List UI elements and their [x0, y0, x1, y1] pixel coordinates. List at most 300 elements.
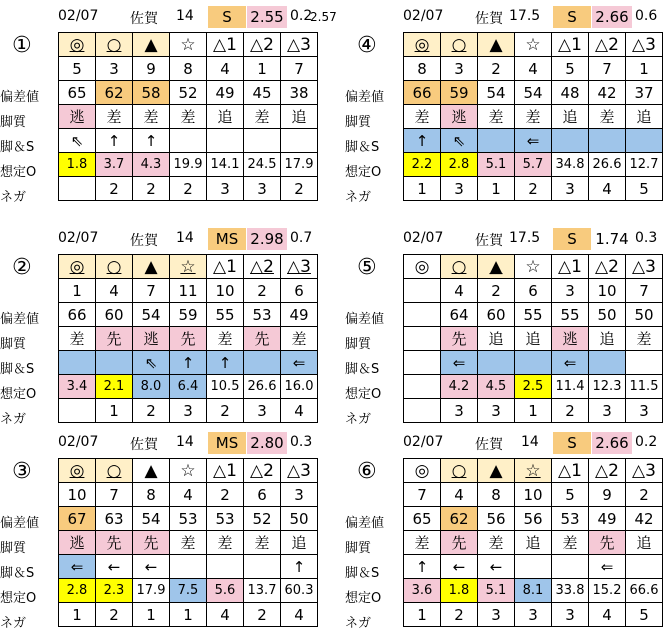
- expected-odds-cell: [478, 375, 515, 399]
- expected-odds-cell-text: 33.8: [555, 583, 585, 598]
- horse-row: [59, 57, 318, 81]
- running-style-cell-text: 先: [451, 534, 467, 552]
- mark-cell: [59, 33, 96, 57]
- row-label: 想定O: [345, 165, 382, 180]
- running-style-cell-text: 差: [217, 330, 233, 348]
- expected-odds-cell: [441, 375, 478, 399]
- expected-odds-cell-text: 8.1: [522, 583, 544, 598]
- legs-arrow-cell-text: ←: [144, 557, 158, 576]
- deviation-cell-text: 50: [289, 509, 309, 528]
- mark-cell: [59, 255, 96, 279]
- legs-arrow-cell: [404, 129, 441, 153]
- expected-odds-cell: [281, 579, 318, 603]
- mark-cell: [133, 255, 170, 279]
- race-distance: 17.5: [509, 230, 541, 246]
- deviation-row: [59, 81, 318, 105]
- horse-number-cell: 7: [589, 57, 626, 81]
- mark-cell-text: △1: [213, 34, 237, 55]
- mark-cell-text: ◎: [69, 460, 85, 481]
- deviation-cell-text: 52: [252, 509, 272, 528]
- expected-odds-cell: [589, 153, 626, 177]
- expected-odds-cell-text: 1.8: [66, 157, 88, 172]
- legs-arrow-cell: [244, 129, 281, 153]
- index-value: 2.66: [592, 432, 632, 454]
- nega-cell: [59, 177, 96, 201]
- nega-cell: 1: [404, 177, 441, 201]
- mark-cell: [441, 255, 478, 279]
- running-style-cell-text: 逃: [562, 330, 578, 348]
- expected-odds-cell: [59, 579, 96, 603]
- expected-odds-cell-text: 13.7: [247, 583, 277, 598]
- race-number: ①: [12, 33, 32, 58]
- nega-cell: 3: [441, 177, 478, 201]
- expected-odds-cell: [515, 375, 552, 399]
- nega-cell: 2: [552, 399, 589, 423]
- running-style-cell: [552, 105, 589, 129]
- mark-cell-text: △1: [558, 460, 582, 481]
- running-style-cell-text: 追: [525, 330, 541, 348]
- deviation-cell-text: 54: [141, 305, 161, 324]
- mark-cell-text: △3: [632, 256, 656, 277]
- mark-cell-text: ○: [451, 34, 467, 55]
- expected-odds-cell-text: 2.1: [103, 379, 125, 394]
- running-style-cell: [626, 105, 663, 129]
- deviation-cell: [244, 303, 281, 327]
- running-style-cell: [404, 531, 441, 555]
- venue-name: 佐賀: [130, 437, 158, 453]
- style-row: [404, 105, 663, 129]
- legs-arrow-cell: [133, 129, 170, 153]
- race-date: 02/07: [403, 434, 444, 450]
- legs-row: [404, 555, 663, 579]
- spread-value: 0.6: [635, 8, 658, 24]
- mark-cell-text: ▲: [489, 256, 503, 277]
- nega-row: [404, 399, 663, 423]
- pick-table: [58, 458, 318, 627]
- deviation-cell: [133, 303, 170, 327]
- running-style-cell-text: 差: [488, 534, 504, 552]
- mark-cell-text: △2: [595, 34, 619, 55]
- deviation-cell-text: 53: [215, 509, 235, 528]
- mark-cell: [589, 459, 626, 483]
- legs-arrow-cell: [441, 555, 478, 579]
- legs-arrow-cell-text: ⇐: [563, 353, 577, 372]
- expected-odds-cell: [244, 375, 281, 399]
- deviation-cell-text: 56: [523, 509, 543, 528]
- nega-cell: 2: [96, 603, 133, 627]
- expected-odds-cell-text: 4.3: [140, 157, 162, 172]
- mark-cell-text: ▲: [144, 460, 158, 481]
- mark-row: [59, 459, 318, 483]
- row-label: 脚質: [345, 337, 372, 352]
- legs-arrow-cell: [133, 351, 170, 375]
- running-style-cell: [478, 105, 515, 129]
- running-style-cell: [96, 531, 133, 555]
- expected-odds-cell-text: 5.6: [214, 583, 236, 598]
- deviation-cell: [207, 507, 244, 531]
- running-style-cell: [478, 531, 515, 555]
- deviation-cell: [133, 81, 170, 105]
- mark-cell-text: △1: [558, 34, 582, 55]
- pick-table: [58, 254, 318, 423]
- expected-odds-cell-text: 4.2: [448, 379, 470, 394]
- running-style-cell: [626, 327, 663, 351]
- mark-cell: [96, 255, 133, 279]
- horse-number-cell: 4: [515, 57, 552, 81]
- expected-odds-cell-text: 16.0: [284, 379, 314, 394]
- legs-arrow-cell: [59, 555, 96, 579]
- deviation-cell-text: 53: [178, 509, 198, 528]
- deviation-cell: [552, 81, 589, 105]
- mark-cell-text: ▲: [489, 460, 503, 481]
- expected-odds-cell: [626, 375, 663, 399]
- mark-row: [59, 33, 318, 57]
- mark-cell: [626, 459, 663, 483]
- mark-cell: [59, 459, 96, 483]
- legs-arrow-cell: [589, 555, 626, 579]
- deviation-cell: [589, 81, 626, 105]
- legs-arrow-cell: [589, 129, 626, 153]
- running-style-cell: [281, 327, 318, 351]
- race-number: ⑤: [357, 255, 377, 280]
- deviation-cell-text: 53: [252, 305, 272, 324]
- horse-number-cell: 9: [589, 483, 626, 507]
- horse-row: [59, 483, 318, 507]
- race-class: MS: [208, 432, 246, 454]
- horse-number-cell: 7: [404, 483, 441, 507]
- expected-odds-cell-text: 2.8: [448, 157, 470, 172]
- row-label: 脚質: [0, 115, 27, 130]
- nega-row: [59, 603, 318, 627]
- running-style-cell-text: 差: [525, 108, 541, 126]
- running-style-cell-text: 追: [599, 330, 615, 348]
- mark-cell: [244, 459, 281, 483]
- deviation-cell: [552, 303, 589, 327]
- expected-odds-cell-text: 5.7: [522, 157, 544, 172]
- deviation-cell: [96, 507, 133, 531]
- horse-number-cell: 6: [244, 483, 281, 507]
- row-label: 脚質: [0, 541, 27, 556]
- horse-row: [404, 483, 663, 507]
- running-style-cell-text: 差: [143, 108, 159, 126]
- row-label: 想定O: [345, 591, 382, 606]
- spread-value: 0.3: [635, 230, 658, 246]
- horse-number-cell: 1: [626, 57, 663, 81]
- style-row: [59, 327, 318, 351]
- nega-cell: 2: [207, 399, 244, 423]
- legs-arrow-cell: [626, 351, 663, 375]
- mark-cell: [170, 255, 207, 279]
- deviation-cell-text: 53: [560, 509, 580, 528]
- deviation-row: [404, 81, 663, 105]
- row-label: 想定O: [0, 591, 37, 606]
- expected-odds-cell: [552, 375, 589, 399]
- mark-cell: [552, 255, 589, 279]
- mark-cell-text: ○: [106, 460, 122, 481]
- running-style-cell-text: 差: [599, 108, 615, 126]
- expected-odds-cell-text: 17.9: [284, 157, 314, 172]
- horse-number-cell: 7: [96, 483, 133, 507]
- mark-cell-text: △2: [250, 256, 274, 277]
- nega-cell: 1: [404, 603, 441, 627]
- odds-row: [59, 153, 318, 177]
- deviation-cell-text: 62: [449, 509, 469, 528]
- legs-arrow-cell: [244, 555, 281, 579]
- legs-arrow-cell-text: ⇐: [292, 353, 306, 372]
- race-header: [0, 226, 320, 250]
- horse-number-cell: 6: [515, 279, 552, 303]
- nega-cell: [404, 399, 441, 423]
- nega-cell: [59, 399, 96, 423]
- deviation-cell-text: 60: [486, 305, 506, 324]
- deviation-cell-text: 49: [289, 305, 309, 324]
- deviation-cell-text: 55: [523, 305, 543, 324]
- nega-cell: 2: [244, 603, 281, 627]
- row-label: 偏差値: [0, 90, 40, 105]
- running-style-cell-text: 先: [254, 330, 270, 348]
- running-style-cell-text: 逃: [143, 330, 159, 348]
- horse-number-cell: 8: [133, 483, 170, 507]
- legs-arrow-cell: [133, 555, 170, 579]
- deviation-cell: [441, 507, 478, 531]
- pick-table: [403, 254, 663, 423]
- mark-cell: [170, 459, 207, 483]
- row-label: ネガ: [345, 616, 372, 631]
- mark-cell-text: △1: [213, 460, 237, 481]
- race-number: ③: [12, 459, 32, 484]
- race-class: S: [208, 6, 246, 28]
- nega-cell: 1: [133, 603, 170, 627]
- mark-cell: [478, 459, 515, 483]
- horse-number-cell: 2: [207, 483, 244, 507]
- mark-row: [59, 255, 318, 279]
- expected-odds-cell-text: 4.5: [485, 379, 507, 394]
- mark-cell: [589, 33, 626, 57]
- deviation-cell-text: 62: [104, 83, 124, 102]
- row-label: 脚＆S: [0, 566, 35, 581]
- legs-arrow-cell: [207, 555, 244, 579]
- horse-number-cell: 4: [207, 57, 244, 81]
- deviation-cell: [59, 303, 96, 327]
- expected-odds-cell-text: 3.4: [66, 379, 88, 394]
- horse-number-cell: 2: [478, 279, 515, 303]
- running-style-cell-text: 逃: [451, 108, 467, 126]
- extra-value: 2.57: [310, 10, 337, 24]
- mark-cell: [96, 33, 133, 57]
- row-label: ネガ: [0, 190, 27, 205]
- nega-cell: 2: [515, 177, 552, 201]
- deviation-cell: [404, 81, 441, 105]
- race-number: ②: [12, 255, 32, 280]
- row-label: 脚質: [345, 115, 372, 130]
- horse-number-cell: 4: [170, 483, 207, 507]
- mark-cell: [515, 33, 552, 57]
- deviation-cell-text: 65: [67, 83, 87, 102]
- nega-row: [404, 177, 663, 201]
- mark-cell: [281, 33, 318, 57]
- legs-arrow-cell: [281, 351, 318, 375]
- running-style-cell: [59, 531, 96, 555]
- running-style-cell: [207, 531, 244, 555]
- odds-row: [404, 375, 663, 399]
- expected-odds-cell: [207, 579, 244, 603]
- mark-cell-text: ▲: [144, 256, 158, 277]
- race-class: S: [553, 432, 591, 454]
- mark-row: [404, 33, 663, 57]
- expected-odds-cell: [589, 375, 626, 399]
- mark-cell-text: ◎: [69, 256, 85, 277]
- nega-cell: 2: [281, 177, 318, 201]
- running-style-cell: [441, 327, 478, 351]
- legs-arrow-cell: [552, 129, 589, 153]
- legs-arrow-cell: [96, 351, 133, 375]
- style-row: [59, 531, 318, 555]
- deviation-cell-text: 55: [560, 305, 580, 324]
- deviation-cell: [170, 81, 207, 105]
- nega-cell: 3: [478, 603, 515, 627]
- row-label: 脚＆S: [0, 362, 35, 377]
- legs-row: [404, 351, 663, 375]
- nega-cell: 3: [170, 399, 207, 423]
- race-header: [0, 430, 320, 454]
- legs-row: [404, 129, 663, 153]
- nega-cell: 1: [170, 603, 207, 627]
- expected-odds-cell: [404, 153, 441, 177]
- expected-odds-cell-text: 7.5: [177, 583, 199, 598]
- odds-row: [59, 375, 318, 399]
- expected-odds-cell-text: 5.1: [485, 583, 507, 598]
- odds-row: [59, 579, 318, 603]
- deviation-cell-text: 50: [597, 305, 617, 324]
- nega-cell: 3: [552, 603, 589, 627]
- deviation-cell: [589, 303, 626, 327]
- running-style-cell-text: 先: [143, 534, 159, 552]
- mark-cell: [589, 255, 626, 279]
- mark-cell-text: ☆: [180, 256, 196, 277]
- legs-arrow-cell: [441, 351, 478, 375]
- mark-cell: [281, 255, 318, 279]
- running-style-cell: [589, 105, 626, 129]
- running-style-cell: [170, 531, 207, 555]
- nega-cell: 5: [626, 603, 663, 627]
- legs-arrow-cell: [59, 351, 96, 375]
- row-label: 偏差値: [0, 516, 40, 531]
- spread-value: 0.2: [290, 8, 313, 24]
- mark-cell: [207, 459, 244, 483]
- mark-cell: [515, 255, 552, 279]
- deviation-cell: [404, 507, 441, 531]
- running-style-cell-text: 追: [562, 108, 578, 126]
- venue-name: 佐賀: [475, 437, 503, 453]
- legs-arrow-cell-text: ⇐: [600, 557, 614, 576]
- index-value: 2.55: [247, 6, 287, 28]
- mark-cell-text: ☆: [180, 34, 196, 55]
- deviation-cell-text: 63: [104, 509, 124, 528]
- legs-arrow-cell: [478, 555, 515, 579]
- row-label: 脚＆S: [0, 140, 35, 155]
- mark-cell: [552, 33, 589, 57]
- running-style-cell-text: 追: [291, 534, 307, 552]
- expected-odds-cell-text: 8.0: [140, 379, 162, 394]
- expected-odds-cell-text: 17.9: [136, 583, 166, 598]
- mark-cell: [626, 255, 663, 279]
- venue-name: 佐賀: [130, 233, 158, 249]
- style-row: [404, 327, 663, 351]
- horse-number-cell: 1: [244, 57, 281, 81]
- odds-row: [404, 579, 663, 603]
- expected-odds-cell: [478, 579, 515, 603]
- mark-cell-text: △2: [250, 460, 274, 481]
- nega-row: [59, 399, 318, 423]
- running-style-cell: [404, 327, 441, 351]
- deviation-row: [59, 303, 318, 327]
- legs-arrow-cell: [589, 351, 626, 375]
- mark-cell-text: △3: [287, 460, 311, 481]
- legs-arrow-cell-text: ↑: [218, 353, 232, 372]
- horse-number-cell: 2: [244, 279, 281, 303]
- horse-row: [59, 279, 318, 303]
- mark-cell-text: ○: [106, 34, 122, 55]
- mark-cell-text: △1: [558, 256, 582, 277]
- deviation-row: [404, 507, 663, 531]
- running-style-cell: [515, 327, 552, 351]
- legs-arrow-cell: [170, 129, 207, 153]
- mark-cell: [552, 459, 589, 483]
- mark-cell-text: ○: [106, 256, 122, 277]
- odds-row: [404, 153, 663, 177]
- horse-number-cell: 9: [133, 57, 170, 81]
- legs-arrow-cell-text: ⇖: [144, 353, 158, 372]
- nega-cell: 1: [478, 177, 515, 201]
- race-panel: [345, 430, 665, 640]
- race-number: ⑥: [357, 459, 377, 484]
- expected-odds-cell-text: 24.5: [247, 157, 277, 172]
- spread-value: 0.2: [635, 434, 658, 450]
- deviation-cell-text: 67: [67, 509, 87, 528]
- deviation-cell-text: 59: [178, 305, 198, 324]
- row-label: ネガ: [345, 190, 372, 205]
- nega-cell: 2: [133, 399, 170, 423]
- legs-arrow-cell: [404, 351, 441, 375]
- horse-number-cell: 3: [96, 57, 133, 81]
- expected-odds-cell-text: 14.1: [210, 157, 240, 172]
- race-date: 02/07: [58, 434, 99, 450]
- legs-arrow-cell-text: ↑: [415, 131, 429, 150]
- expected-odds-cell-text: 34.8: [555, 157, 585, 172]
- expected-odds-cell: [59, 375, 96, 399]
- row-label: ネガ: [0, 412, 27, 427]
- race-date: 02/07: [403, 8, 444, 24]
- race-header: [345, 226, 665, 250]
- deviation-cell-text: 54: [523, 83, 543, 102]
- expected-odds-cell: [441, 153, 478, 177]
- horse-number-cell: 3: [552, 279, 589, 303]
- nega-cell: 3: [244, 177, 281, 201]
- expected-odds-cell-text: 26.6: [592, 157, 622, 172]
- deviation-cell: [441, 303, 478, 327]
- running-style-cell-text: 差: [291, 330, 307, 348]
- race-distance: 14: [176, 8, 194, 24]
- venue-name: 佐賀: [130, 11, 158, 27]
- deviation-cell: [207, 303, 244, 327]
- deviation-cell-text: 49: [215, 83, 235, 102]
- running-style-cell: [170, 327, 207, 351]
- row-label: ネガ: [0, 616, 27, 631]
- running-style-cell: [552, 531, 589, 555]
- deviation-row: [59, 507, 318, 531]
- expected-odds-cell-text: 3.6: [411, 583, 433, 598]
- nega-cell: 1: [515, 399, 552, 423]
